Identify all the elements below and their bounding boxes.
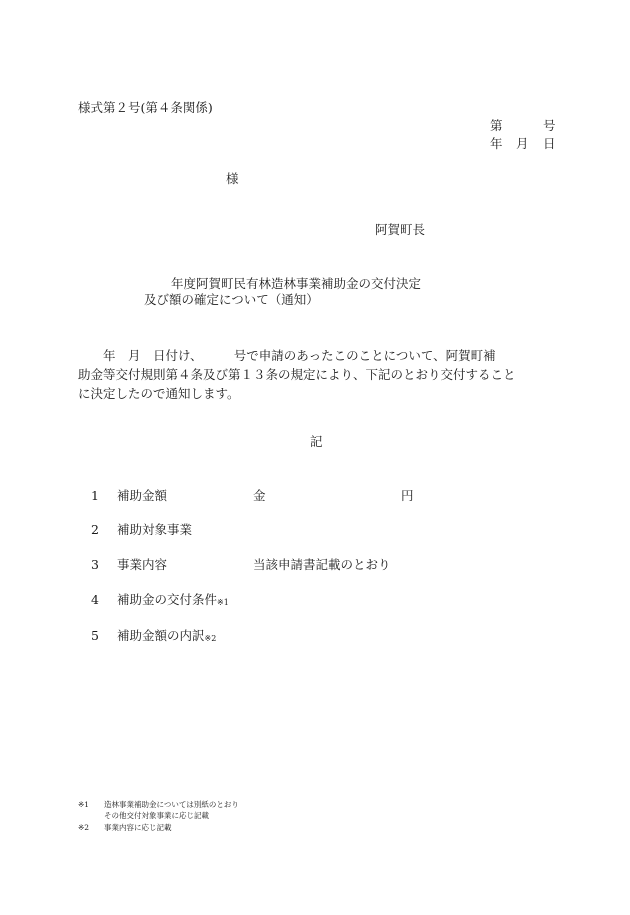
doc-number-suffix: 号 <box>543 118 556 133</box>
body-paragraph <box>78 346 556 403</box>
footnote-mark-2: ※2 <box>78 823 90 832</box>
body-line-3: に決定したので通知します。 <box>78 386 240 401</box>
title-line-2: 及び額の確定について（通知） <box>144 292 319 307</box>
date-year: 年 <box>490 136 503 151</box>
sender: 阿賀町長 <box>375 222 426 237</box>
item-value: 当該申請書記載のとおり <box>253 557 391 572</box>
item-label-text: 補助金額の内訳 <box>117 628 205 643</box>
footnote-text-1b: その他交付対象事業に応じ記載 <box>104 811 209 820</box>
item-number: 5 <box>91 628 99 643</box>
item-value: 金 <box>253 488 266 503</box>
item-note: ※2 <box>204 634 217 643</box>
body-line-2: 助金等交付規則第４条及び第１３条の規定により、下記のとおり交付すること <box>78 367 516 382</box>
item-label: 補助対象事業 <box>117 522 193 537</box>
addressee-suffix: 様 <box>226 171 239 186</box>
footnote-text-2: 事業内容に応じ記載 <box>104 823 172 832</box>
item-label <box>117 592 229 609</box>
item-number: 3 <box>91 557 99 572</box>
item-label: 事業内容 <box>117 557 168 572</box>
item-label <box>117 628 216 645</box>
item-unit: 円 <box>401 488 414 503</box>
item-label: 補助金額 <box>117 488 168 503</box>
footnote-mark-1: ※1 <box>78 800 90 809</box>
body-line-1: 年 月 日付け、 号で申請のあったこのことについて、阿賀町補 <box>78 348 496 363</box>
footnote-text-1: 造林事業補助金については別紙のとおり <box>104 800 239 809</box>
doc-number-prefix: 第 <box>490 118 503 133</box>
date-month: 月 <box>516 136 529 151</box>
ki-heading: 記 <box>310 434 323 449</box>
item-number: 4 <box>91 592 99 607</box>
item-label-text: 補助金の交付条件 <box>117 592 218 607</box>
title-line-1: 年度阿賀町民有林造林事業補助金の交付決定 <box>171 276 422 291</box>
form-label: 様式第２号(第４条関係) <box>78 100 213 115</box>
date-day: 日 <box>543 136 556 151</box>
item-number: 1 <box>91 488 99 503</box>
item-note: ※1 <box>217 598 229 607</box>
item-number: 2 <box>91 522 99 537</box>
